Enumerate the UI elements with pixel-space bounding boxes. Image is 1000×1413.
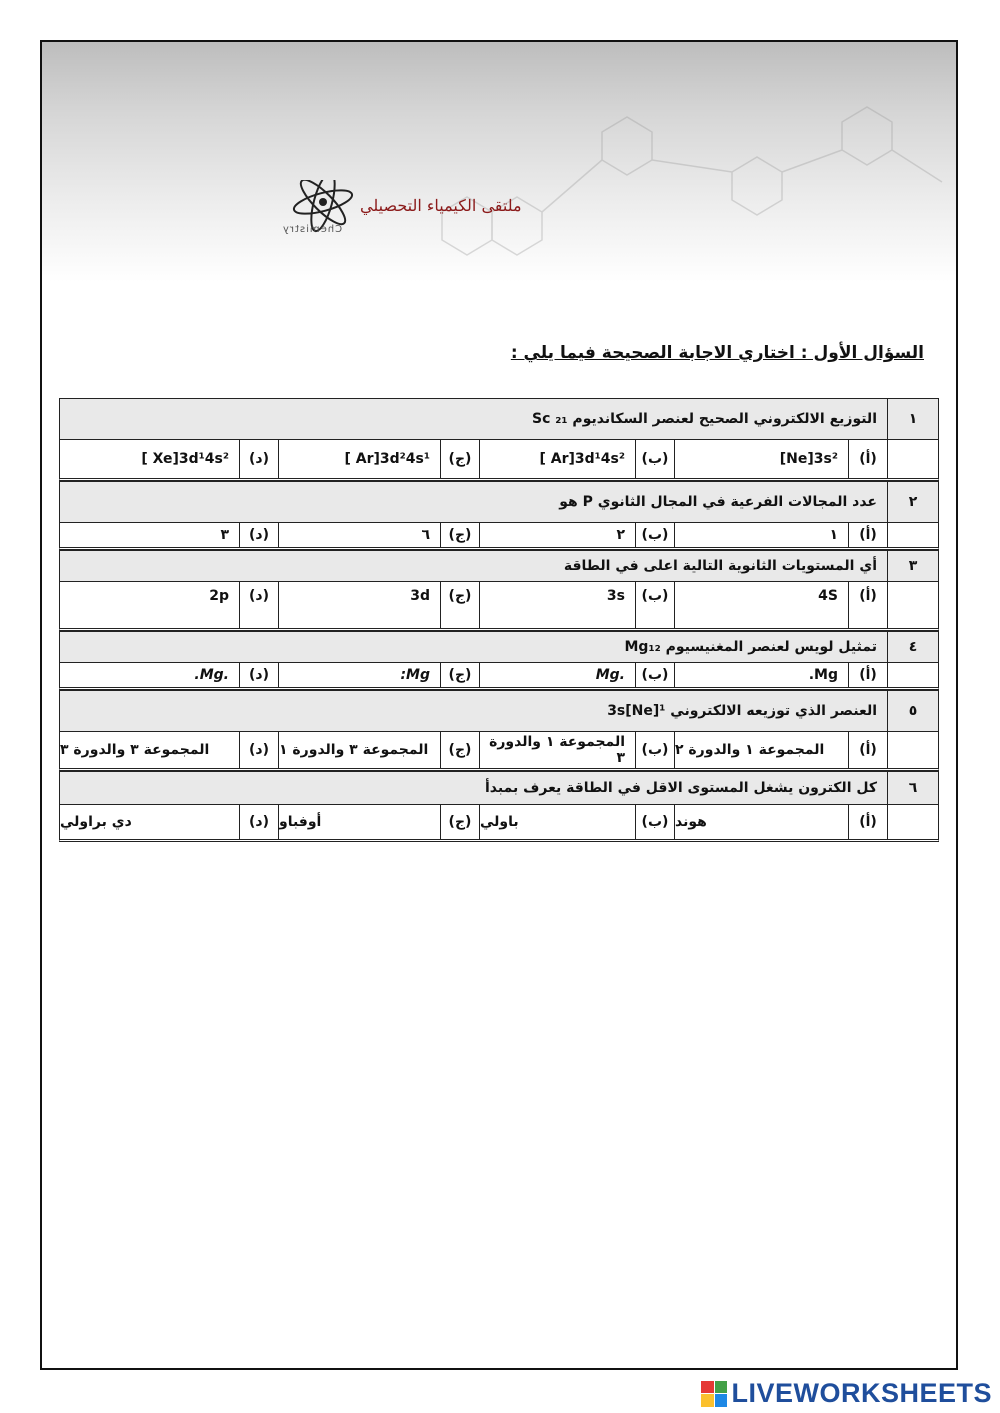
question-text: العنصر الذي توزيعه الالكتروني ¹[Ne]3s xyxy=(607,703,877,719)
question-block xyxy=(59,550,939,631)
option-text: [Ne]3s² xyxy=(779,451,838,467)
option-text: ٢ xyxy=(616,527,625,543)
option-label: (ب) xyxy=(635,663,674,687)
option-text: دي براولي xyxy=(60,814,132,830)
option-label: (أ) xyxy=(848,523,887,547)
option-a[interactable] xyxy=(674,582,848,628)
option-label: (د) xyxy=(239,805,278,839)
question-row xyxy=(60,551,938,582)
option-label: (ب) xyxy=(635,732,674,768)
question-text: التوزيع الالكتروني الصحيح لعنصر السكانديوم ₂₁ Sc xyxy=(532,411,877,427)
question-text: عدد المجالات الفرعية في المجال الثانوي P هو xyxy=(559,494,877,510)
option-text: 3d xyxy=(410,588,430,604)
option-label: (ج) xyxy=(440,805,479,839)
option-text: ٣ xyxy=(220,527,229,543)
question-number: ٢ xyxy=(887,482,938,522)
question-number: ١ xyxy=(887,399,938,439)
option-label: (د) xyxy=(239,523,278,547)
option-text: [ Ar]3d¹4s² xyxy=(539,451,625,467)
option-b[interactable] xyxy=(479,732,635,768)
option-text: [ Ar]3d²4s¹ xyxy=(344,451,430,467)
option-label: (د) xyxy=(239,440,278,478)
option-text: أوفباو xyxy=(279,814,322,830)
liveworksheets-icon xyxy=(701,1381,727,1407)
option-label: (ج) xyxy=(440,440,479,478)
option-label: (د) xyxy=(239,663,278,687)
molecule-watermark xyxy=(402,62,956,282)
option-c[interactable] xyxy=(278,440,440,478)
option-label: (أ) xyxy=(848,805,887,839)
question-row xyxy=(60,691,938,732)
question-block xyxy=(59,771,939,842)
option-c[interactable] xyxy=(278,582,440,628)
question-number: ٥ xyxy=(887,691,938,731)
option-label: (ب) xyxy=(635,582,674,628)
question-text: أي المستويات الثانوية التالية اعلى في الطاقة xyxy=(563,558,877,574)
option-b[interactable] xyxy=(479,663,635,687)
options-row xyxy=(60,440,938,478)
logo-subtext: Chemistry xyxy=(282,224,343,235)
option-d[interactable] xyxy=(60,582,239,628)
option-c[interactable] xyxy=(278,663,440,687)
option-label: (أ) xyxy=(848,732,887,768)
question-block xyxy=(59,631,939,690)
logo-text: ملتقى الكيمياء التحصيلي xyxy=(360,196,522,215)
option-text: Mg. xyxy=(595,667,625,683)
option-text: هوند xyxy=(675,814,707,830)
option-d[interactable] xyxy=(60,440,239,478)
question-text: تمثيل لويس لعنصر المغنيسيوم Mg₁₂ xyxy=(624,639,877,655)
options-row xyxy=(60,582,938,628)
header-banner xyxy=(42,42,956,282)
answer-cell[interactable] xyxy=(887,440,938,478)
option-text: .Mg xyxy=(808,667,838,683)
option-text: المجموعة ١ والدورة ٢ xyxy=(675,742,825,758)
question-row xyxy=(60,772,938,805)
liveworksheets-brand: LIVEWORKSHEETS xyxy=(731,1378,992,1408)
option-a[interactable] xyxy=(674,732,848,768)
question-number: ٣ xyxy=(887,551,938,581)
option-text: ٦ xyxy=(421,527,430,543)
option-label: (أ) xyxy=(848,663,887,687)
option-d[interactable] xyxy=(60,663,239,687)
option-text: 3s xyxy=(606,588,625,604)
option-c[interactable] xyxy=(278,805,440,839)
option-a[interactable] xyxy=(674,805,848,839)
option-d[interactable] xyxy=(60,732,239,768)
question-block xyxy=(59,398,939,481)
option-a[interactable] xyxy=(674,663,848,687)
option-text: باولي xyxy=(480,814,519,830)
option-text: المجموعة ٣ والدورة ٣ xyxy=(60,742,210,758)
option-label: (ج) xyxy=(440,523,479,547)
question-number: ٦ xyxy=(887,772,938,804)
question-number: ٤ xyxy=(887,632,938,662)
question-text: كل الكترون يشغل المستوى الاقل في الطاقة يعرف بمبدأ xyxy=(484,780,877,796)
answer-cell[interactable] xyxy=(887,732,938,768)
option-label: (ب) xyxy=(635,440,674,478)
option-c[interactable] xyxy=(278,523,440,547)
question-row xyxy=(60,399,938,440)
option-label: (ج) xyxy=(440,582,479,628)
question-row xyxy=(60,482,938,523)
question-row xyxy=(60,632,938,663)
question-block xyxy=(59,481,939,550)
options-row xyxy=(60,523,938,547)
answer-cell[interactable] xyxy=(887,582,938,628)
answer-cell[interactable] xyxy=(887,805,938,839)
question-heading: السؤال الأول : اختاري الاجابة الصحيحة فيما يلي : xyxy=(510,343,924,363)
option-c[interactable] xyxy=(278,732,440,768)
option-b[interactable] xyxy=(479,523,635,547)
options-row xyxy=(60,663,938,687)
option-label: (ب) xyxy=(635,805,674,839)
question-block xyxy=(59,690,939,771)
option-b[interactable] xyxy=(479,582,635,628)
option-text: 4S xyxy=(818,588,838,604)
option-d[interactable] xyxy=(60,523,239,547)
answer-cell[interactable] xyxy=(887,663,938,687)
answer-cell[interactable] xyxy=(887,523,938,547)
options-row xyxy=(60,805,938,839)
option-label: (ج) xyxy=(440,732,479,768)
option-label: (د) xyxy=(239,732,278,768)
option-d[interactable] xyxy=(60,805,239,839)
option-text: [ Xe]3d¹4s² xyxy=(141,451,229,467)
option-text: ١ xyxy=(829,527,838,543)
option-a[interactable] xyxy=(674,523,848,547)
option-label: (ج) xyxy=(440,663,479,687)
options-row xyxy=(60,732,938,768)
liveworksheets-logo[interactable] xyxy=(701,1378,992,1409)
option-text: المجموعة ١ والدورة ٣ xyxy=(489,734,625,766)
option-label: (أ) xyxy=(848,582,887,628)
option-label: (ب) xyxy=(635,523,674,547)
option-text: المجموعة ٣ والدورة ١ xyxy=(279,742,429,758)
option-b[interactable] xyxy=(479,805,635,839)
questions-table xyxy=(59,398,939,842)
option-text: 2p xyxy=(209,588,229,604)
option-label: (د) xyxy=(239,582,278,628)
option-text: :Mg xyxy=(400,667,430,683)
option-b[interactable] xyxy=(479,440,635,478)
option-a[interactable] xyxy=(674,440,848,478)
option-text: .Mg. xyxy=(194,667,229,683)
option-label: (أ) xyxy=(848,440,887,478)
